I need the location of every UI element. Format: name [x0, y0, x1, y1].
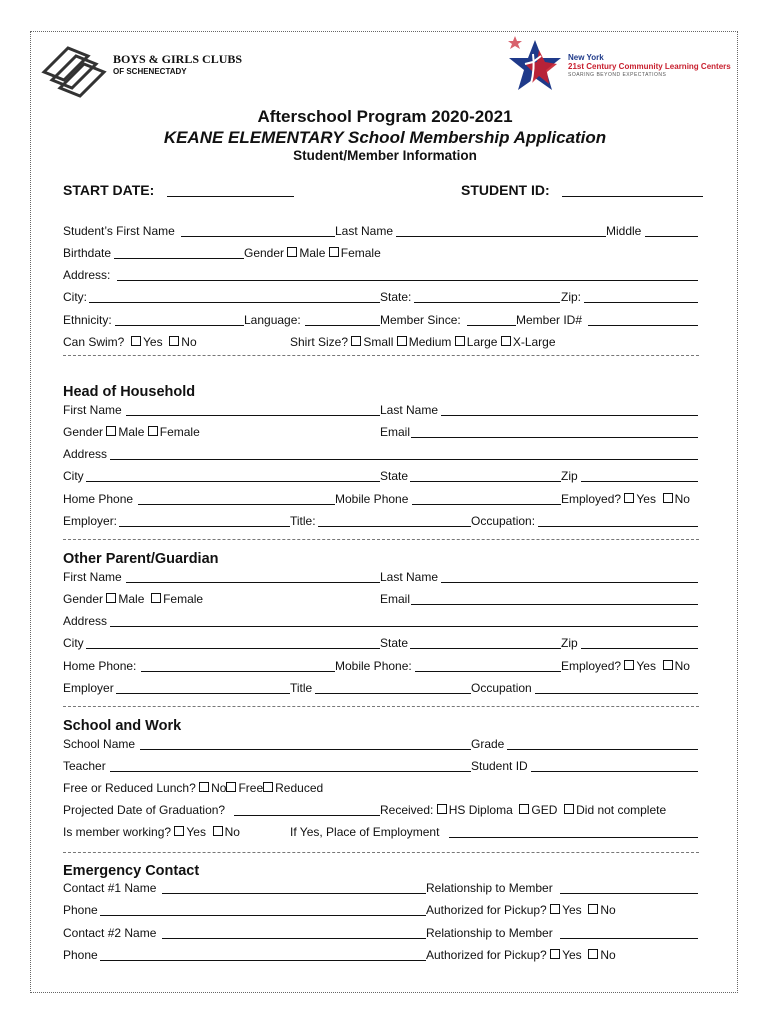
birthdate-field[interactable]	[114, 258, 244, 259]
g-last-name-label: Last Name	[380, 570, 439, 584]
address-label: Address:	[63, 268, 111, 282]
contact2-pickup-label: Authorized for Pickup?	[426, 948, 547, 962]
g-address-field[interactable]	[110, 626, 698, 627]
divider	[63, 539, 699, 540]
lunch-label: Free or Reduced Lunch?	[63, 781, 196, 795]
middle-label: Middle	[606, 224, 642, 238]
contact1-pickup-no-checkbox[interactable]	[588, 904, 598, 914]
hh-city-field[interactable]	[86, 481, 380, 482]
contact1-pickup-yes-label: Yes	[562, 903, 582, 917]
state-label: State:	[380, 290, 412, 304]
g-gender-row	[63, 592, 203, 606]
g-email-field[interactable]	[411, 604, 698, 605]
medium-checkbox[interactable]	[397, 336, 407, 346]
hh-gender-label: Gender	[63, 425, 104, 439]
working-yes-label: Yes	[186, 825, 206, 839]
medium-label: Medium	[408, 335, 452, 349]
ny-tagline: SOARING BEYOND EXPECTATIONS	[568, 72, 667, 78]
swim-no-label: No	[181, 335, 197, 349]
last-name-label: Last Name	[335, 224, 394, 238]
g-employed-no-label: No	[674, 659, 690, 673]
g-mobile-phone-label: Mobile Phone:	[335, 659, 412, 673]
bgc-hands-icon	[38, 42, 110, 100]
language-label: Language:	[244, 313, 301, 327]
hh-employer-label: Employer:	[63, 514, 118, 528]
swim-label: Can Swim?	[63, 335, 125, 349]
contact1-pickup-row	[426, 903, 616, 917]
hh-mobile-phone-field[interactable]	[412, 504, 561, 505]
hh-employed-no-label: No	[674, 492, 690, 506]
start-date-label: START DATE:	[63, 182, 155, 198]
shirt-row	[290, 335, 556, 349]
g-employer-field[interactable]	[116, 693, 290, 694]
g-first-name-field[interactable]	[126, 582, 380, 583]
g-employed-no-checkbox[interactable]	[663, 660, 673, 670]
member-id-label: Member ID#	[516, 313, 583, 327]
contact2-pickup-no-checkbox[interactable]	[588, 949, 598, 959]
g-state-label: State	[380, 636, 409, 650]
hh-home-phone-label: Home Phone	[63, 492, 134, 506]
teacher-field[interactable]	[110, 771, 471, 772]
member-since-field[interactable]	[467, 325, 516, 326]
shirt-label: Shirt Size?	[290, 335, 349, 349]
first-name-label: Student’s First Name	[63, 224, 175, 238]
g-employed-row	[561, 659, 690, 673]
lunch-row	[63, 781, 323, 795]
page-title: Afterschool Program 2020-2021	[257, 107, 513, 126]
hh-address-label: Address	[63, 447, 108, 461]
grade-label: Grade	[471, 737, 505, 751]
hh-email-label: Email	[380, 425, 411, 439]
school-heading: School and Work	[63, 718, 182, 734]
swim-row	[63, 335, 197, 349]
star-icon	[505, 34, 565, 98]
contact2-phone-label: Phone	[63, 948, 98, 962]
divider	[63, 706, 699, 707]
hh-state-label: State	[380, 469, 409, 483]
female-label: Female	[340, 246, 381, 260]
large-checkbox[interactable]	[455, 336, 465, 346]
g-home-phone-field[interactable]	[141, 671, 335, 672]
g-title-field[interactable]	[315, 693, 471, 694]
g-employed-yes-label: Yes	[636, 659, 656, 673]
school-student-id-field[interactable]	[531, 771, 698, 772]
received-label: Received:	[380, 803, 434, 817]
hs-diploma-checkbox[interactable]	[437, 804, 447, 814]
contact1-phone-field[interactable]	[100, 915, 426, 916]
small-label: Small	[363, 335, 394, 349]
member-since-label: Member Since:	[380, 313, 461, 327]
g-email-label: Email	[380, 592, 411, 606]
school-name-field[interactable]	[140, 749, 471, 750]
contact2-label: Contact #2 Name	[63, 926, 157, 940]
contact1-field[interactable]	[162, 893, 426, 894]
contact1-pickup-no-label: No	[600, 903, 616, 917]
contact2-pickup-yes-checkbox[interactable]	[550, 949, 560, 959]
hs-diploma-label: HS Diploma	[448, 803, 513, 817]
contact2-pickup-row	[426, 948, 616, 962]
hh-employed-yes-checkbox[interactable]	[624, 493, 634, 503]
g-last-name-field[interactable]	[441, 582, 698, 583]
contact2-relationship-label: Relationship to Member	[426, 926, 553, 940]
male-checkbox[interactable]	[287, 247, 297, 257]
g-occupation-field[interactable]	[535, 693, 698, 694]
xlarge-checkbox[interactable]	[501, 336, 511, 346]
divider	[63, 852, 699, 853]
hh-last-name-field[interactable]	[441, 415, 698, 416]
hh-city-label: City	[63, 469, 84, 483]
female-checkbox[interactable]	[329, 247, 339, 257]
hh-employer-field[interactable]	[119, 526, 290, 527]
emergency-heading: Emergency Contact	[63, 863, 200, 879]
grade-field[interactable]	[507, 749, 698, 750]
working-row	[63, 825, 240, 839]
xlarge-label: X-Large	[512, 335, 556, 349]
hh-female-label: Female	[159, 425, 200, 439]
hh-zip-label: Zip	[561, 469, 578, 483]
g-title-label: Title	[290, 681, 313, 695]
household-heading: Head of Household	[63, 384, 196, 400]
contact1-label: Contact #1 Name	[63, 881, 157, 895]
ny-line2: 21st Century Community Learning Centers	[568, 62, 731, 71]
ethnicity-label: Ethnicity:	[63, 313, 112, 327]
middle-field[interactable]	[645, 236, 698, 237]
swim-yes-label: Yes	[143, 335, 163, 349]
divider	[63, 355, 699, 356]
g-employed-yes-checkbox[interactable]	[624, 660, 634, 670]
lunch-no-label: No	[211, 781, 227, 795]
working-label: Is member working?	[63, 825, 172, 839]
received-row	[380, 803, 666, 817]
hh-last-name-label: Last Name	[380, 403, 439, 417]
hh-state-field[interactable]	[410, 481, 561, 482]
hh-employed-label: Employed?	[561, 492, 622, 506]
swim-no-checkbox[interactable]	[169, 336, 179, 346]
hh-male-label: Male	[118, 425, 145, 439]
ethnicity-field[interactable]	[115, 325, 244, 326]
working-no-label: No	[224, 825, 240, 839]
g-city-field[interactable]	[86, 648, 380, 649]
hh-mobile-phone-label: Mobile Phone	[335, 492, 409, 506]
contact2-pickup-yes-label: Yes	[562, 948, 582, 962]
hh-title-field[interactable]	[318, 526, 471, 527]
hh-occupation-field[interactable]	[538, 526, 698, 527]
school-student-id-label: Student ID	[471, 759, 528, 773]
large-label: Large	[466, 335, 498, 349]
graduation-field[interactable]	[234, 815, 380, 816]
student-id-label: STUDENT ID:	[461, 182, 550, 198]
first-name-field[interactable]	[181, 236, 335, 237]
state-field[interactable]	[414, 302, 560, 303]
club-location: OF SCHENECTADY	[113, 67, 187, 76]
hh-occupation-label: Occupation:	[471, 514, 536, 528]
ny-line1: New York	[568, 53, 604, 62]
g-occupation-label: Occupation	[471, 681, 532, 695]
ged-checkbox[interactable]	[519, 804, 529, 814]
hh-female-checkbox[interactable]	[148, 426, 158, 436]
g-employer-label: Employer	[63, 681, 114, 695]
hh-title-label: Title:	[290, 514, 316, 528]
g-male-checkbox[interactable]	[106, 593, 116, 603]
start-date-field[interactable]	[167, 196, 294, 197]
last-name-field[interactable]	[396, 236, 606, 237]
zip-field[interactable]	[584, 302, 698, 303]
ny-21cclc-logo	[505, 34, 565, 98]
not-complete-label: Did not complete	[576, 803, 667, 817]
contact1-pickup-yes-checkbox[interactable]	[550, 904, 560, 914]
g-gender-label: Gender	[63, 592, 104, 606]
hh-first-name-label: First Name	[63, 403, 122, 417]
contact1-relationship-label: Relationship to Member	[426, 881, 553, 895]
place-of-employment-field[interactable]	[449, 837, 698, 838]
not-complete-checkbox[interactable]	[564, 804, 574, 814]
g-first-name-label: First Name	[63, 570, 122, 584]
g-female-label: Female	[163, 592, 204, 606]
g-employed-label: Employed?	[561, 659, 622, 673]
club-name: BOYS & GIRLS CLUBS	[113, 52, 243, 66]
teacher-label: Teacher	[63, 759, 106, 773]
zip-label: Zip:	[561, 290, 582, 304]
g-female-checkbox[interactable]	[151, 593, 161, 603]
male-label: Male	[299, 246, 326, 260]
hh-employed-row	[561, 492, 690, 506]
contact2-phone-field[interactable]	[100, 960, 426, 961]
guardian-heading: Other Parent/Guardian	[63, 551, 219, 567]
g-male-label: Male	[118, 592, 145, 606]
ged-label: GED	[531, 803, 558, 817]
hh-employed-no-checkbox[interactable]	[663, 493, 673, 503]
hh-email-field[interactable]	[411, 437, 698, 438]
contact2-field[interactable]	[162, 938, 426, 939]
language-field[interactable]	[305, 325, 380, 326]
contact2-relationship-field[interactable]	[560, 938, 698, 939]
lunch-no-checkbox[interactable]	[199, 782, 209, 792]
city-label: City:	[63, 290, 87, 304]
bgc-logo	[38, 42, 110, 100]
lunch-free-label: Free	[238, 781, 264, 795]
city-field[interactable]	[89, 302, 380, 303]
g-home-phone-label: Home Phone:	[63, 659, 137, 673]
swim-yes-checkbox[interactable]	[131, 336, 141, 346]
hh-gender-row	[63, 425, 200, 439]
form-page	[30, 31, 738, 993]
contact1-pickup-label: Authorized for Pickup?	[426, 903, 547, 917]
g-mobile-phone-field[interactable]	[415, 671, 561, 672]
gender-label: Gender	[244, 246, 285, 260]
place-of-employment-label: If Yes, Place of Employment	[290, 825, 440, 839]
working-yes-checkbox[interactable]	[174, 826, 184, 836]
address-field[interactable]	[117, 280, 698, 281]
contact1-relationship-field[interactable]	[560, 893, 698, 894]
hh-home-phone-field[interactable]	[138, 504, 335, 505]
working-no-checkbox[interactable]	[213, 826, 223, 836]
gender-row	[244, 246, 381, 260]
small-checkbox[interactable]	[351, 336, 361, 346]
section-label: Student/Member Information	[293, 148, 477, 163]
lunch-free-checkbox[interactable]	[226, 782, 236, 792]
g-zip-field[interactable]	[581, 648, 698, 649]
g-city-label: City	[63, 636, 84, 650]
birthdate-label: Birthdate	[63, 246, 112, 260]
member-id-field[interactable]	[588, 325, 698, 326]
hh-zip-field[interactable]	[581, 481, 698, 482]
student-id-field[interactable]	[562, 196, 703, 197]
hh-employed-yes-label: Yes	[636, 492, 656, 506]
contact2-pickup-no-label: No	[600, 948, 616, 962]
hh-male-checkbox[interactable]	[106, 426, 116, 436]
g-zip-label: Zip	[561, 636, 578, 650]
hh-first-name-field[interactable]	[126, 415, 380, 416]
page-subtitle: KEANE ELEMENTARY School Membership Application	[163, 128, 607, 147]
contact1-phone-label: Phone	[63, 903, 98, 917]
graduation-label: Projected Date of Graduation?	[63, 803, 226, 817]
g-address-label: Address	[63, 614, 108, 628]
lunch-reduced-checkbox[interactable]	[263, 782, 273, 792]
lunch-reduced-label: Reduced	[275, 781, 324, 795]
hh-address-field[interactable]	[110, 459, 698, 460]
g-state-field[interactable]	[410, 648, 561, 649]
school-name-label: School Name	[63, 737, 136, 751]
